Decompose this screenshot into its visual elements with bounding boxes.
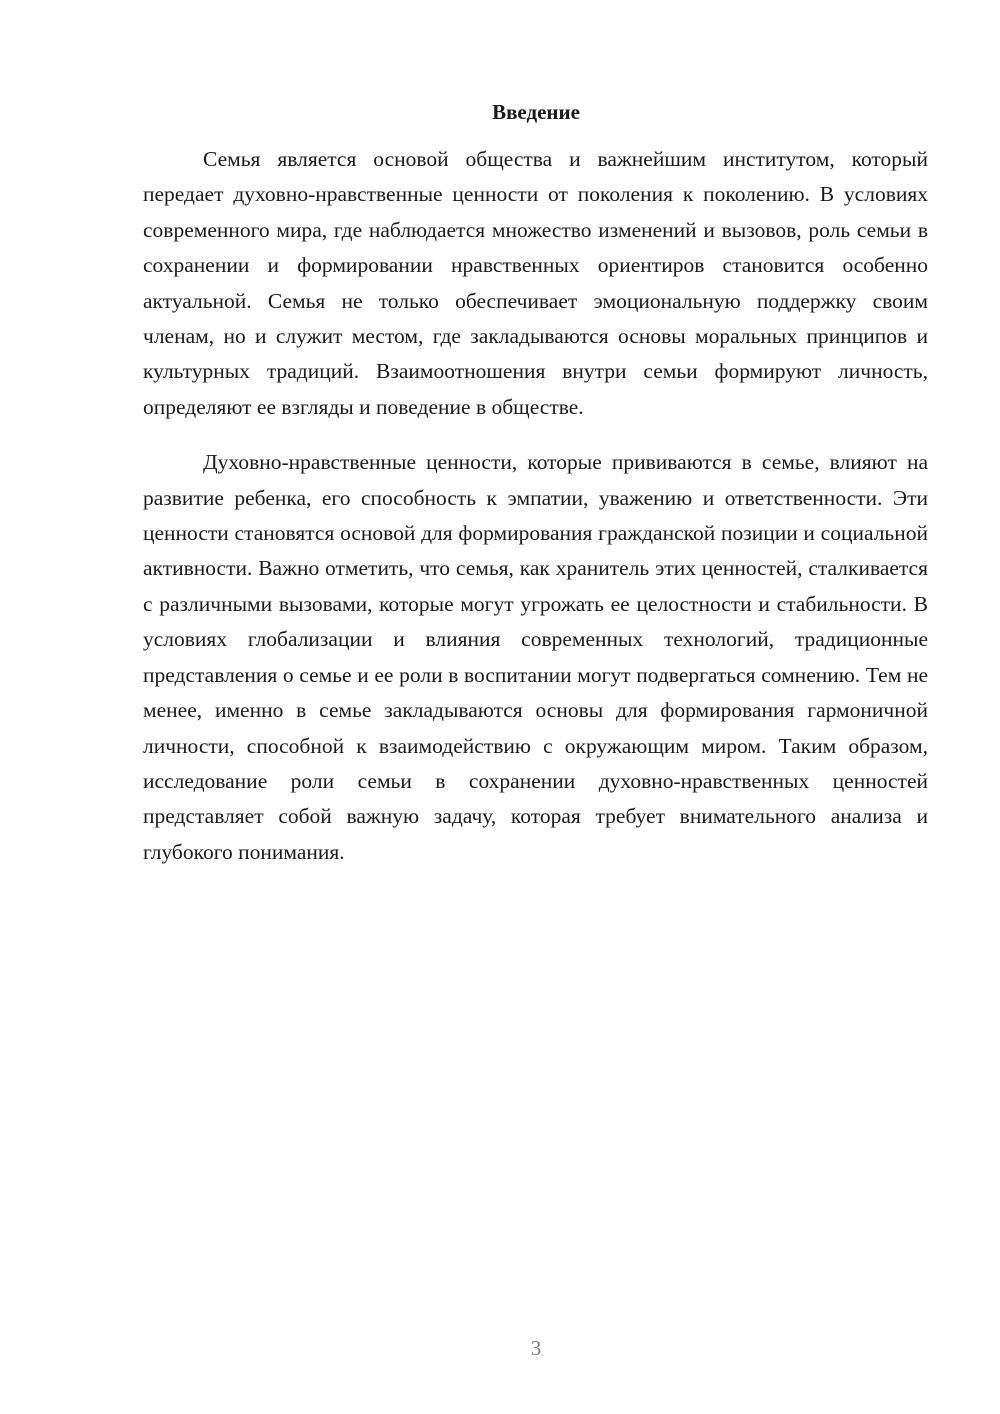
section-heading: Введение bbox=[492, 100, 580, 124]
paragraph: Духовно-нравственные ценности, которые прививаются в семье, влияют на развитие ребенка, его способность к эмпатии, уважению и ответственности. Эти ценности становятся основой для формирования гражданской позиции и социальной активности. Важно отметить, что семья, как хранитель этих ценностей, сталкивается с различными вызовами, которые могут угрожать ее целостности и стабильности. В условиях глобализации и влияния современных технологий, традиционные представления о семье и ее роли в воспитании могут подвергаться сомнению. Тем не менее, именно в семье закладываются основы для формирования гармоничной личности, способной к взаимодействию с окружающим миром. Таким образом, исследование роли семьи в сохранении духовно-нравственных ценностей представляет собой важную задачу, которая требует внимательного анализа и глубокого понимания. bbox=[143, 450, 928, 864]
paragraph: Семья является основой общества и важнейшим институтом, который передает духовно-нравственные ценности от поколения к поколению. В условиях современного мира, где наблюдается множество изменений и вызовов, роль семьи в сохранении и формировании нравственных ориентиров становится особенно актуальной. Семья не только обеспечивает эмоциональную поддержку своим членам, но и служит местом, где закладываются основы моральных принципов и культурных традиций. Взаимоотношения внутри семьи формируют личность, определяют ее взгляды и поведение в обществе. bbox=[143, 147, 928, 419]
body-text bbox=[143, 142, 928, 870]
page-number: 3 bbox=[530, 1336, 542, 1360]
